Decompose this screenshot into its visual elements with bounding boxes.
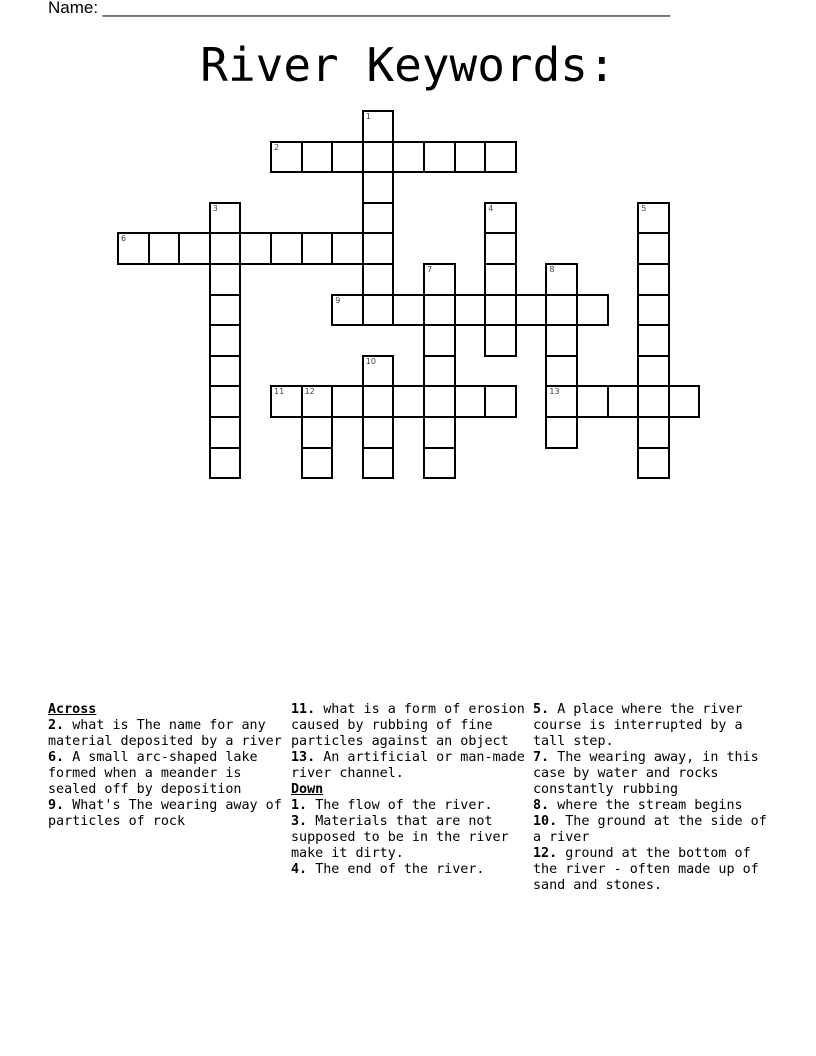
grid-cell[interactable]: [545, 416, 578, 449]
grid-cell[interactable]: [209, 324, 242, 357]
grid-cell[interactable]: [117, 232, 150, 265]
grid-cell[interactable]: [545, 355, 578, 388]
grid-cell[interactable]: [209, 263, 242, 296]
clues-column-2: [291, 702, 531, 878]
grid-cell[interactable]: [301, 385, 334, 418]
name-field-line[interactable]: Name: ____________________________________________________________: [48, 0, 671, 17]
clue-down-4: 4. The end of the river.: [291, 862, 485, 877]
grid-cell[interactable]: [209, 202, 242, 235]
grid-cell[interactable]: [239, 232, 272, 265]
grid-cell[interactable]: [270, 385, 303, 418]
clue-number-label: 4: [488, 203, 494, 213]
grid-cell[interactable]: [362, 202, 395, 235]
grid-cell[interactable]: [637, 447, 670, 480]
grid-cell[interactable]: [576, 385, 609, 418]
grid-cell[interactable]: [454, 385, 487, 418]
grid-cell[interactable]: [576, 294, 609, 327]
grid-cell[interactable]: [301, 232, 334, 265]
grid-cell[interactable]: [484, 202, 517, 235]
clues-column-3: [533, 702, 773, 894]
grid-cell[interactable]: [637, 294, 670, 327]
grid-cell[interactable]: [484, 294, 517, 327]
grid-cell[interactable]: [331, 294, 364, 327]
grid-cell[interactable]: [331, 141, 364, 174]
grid-cell[interactable]: [270, 141, 303, 174]
clue-down-10: 10. The ground at the side of a river: [533, 814, 767, 845]
grid-cell[interactable]: [362, 416, 395, 449]
grid-cell[interactable]: [545, 385, 578, 418]
grid-cell[interactable]: [637, 416, 670, 449]
down-heading: Down: [291, 782, 324, 797]
grid-cell[interactable]: [392, 294, 425, 327]
grid-cell[interactable]: [209, 232, 242, 265]
grid-cell[interactable]: [454, 294, 487, 327]
grid-cell[interactable]: [209, 385, 242, 418]
grid-cell[interactable]: [209, 416, 242, 449]
grid-cell[interactable]: [301, 416, 334, 449]
grid-cell[interactable]: [637, 355, 670, 388]
clue-across-11: 11. what is a form of erosion caused by rubbing of fine particles against an object: [291, 702, 525, 749]
clue-down-12: 12. ground at the bottom of the river - often made up of sand and stones.: [533, 846, 759, 893]
clue-number-label: 10: [365, 356, 376, 366]
grid-cell[interactable]: [423, 324, 456, 357]
crossword-grid: [0, 0, 816, 500]
clue-number-label: 9: [335, 295, 341, 305]
grid-cell[interactable]: [545, 263, 578, 296]
grid-cell[interactable]: [484, 141, 517, 174]
grid-cell[interactable]: [484, 324, 517, 357]
grid-cell[interactable]: [178, 232, 211, 265]
grid-cell[interactable]: [362, 110, 395, 143]
grid-cell[interactable]: [607, 385, 640, 418]
clue-down-8: 8. where the stream begins: [533, 798, 743, 813]
grid-cell[interactable]: [392, 141, 425, 174]
grid-cell[interactable]: [209, 447, 242, 480]
clue-number-label: 2: [274, 142, 280, 152]
clue-number-label: 7: [427, 265, 433, 274]
grid-cell[interactable]: [423, 355, 456, 388]
grid-cell[interactable]: [484, 385, 517, 418]
grid-cell[interactable]: [209, 355, 242, 388]
grid-cell[interactable]: [362, 294, 395, 327]
clue-across-6: 6. A small arc-shaped lake formed when a meander is sealed off by deposition: [48, 750, 258, 797]
grid-cell[interactable]: [362, 447, 395, 480]
grid-cell[interactable]: [423, 141, 456, 174]
clue-number-label: 1: [365, 112, 371, 121]
across-heading: Across: [48, 702, 97, 717]
grid-cell[interactable]: [423, 263, 456, 296]
grid-cell[interactable]: [362, 385, 395, 418]
grid-cell[interactable]: [637, 263, 670, 296]
grid-cell[interactable]: [423, 385, 456, 418]
grid-cell[interactable]: [423, 294, 456, 327]
grid-cell[interactable]: [637, 385, 670, 418]
clue-across-9: 9. What's The wearing away of particles of rock: [48, 798, 282, 829]
grid-cell[interactable]: [148, 232, 181, 265]
clues-column-1: [48, 702, 288, 830]
grid-cell[interactable]: [362, 355, 395, 388]
grid-cell[interactable]: [637, 202, 670, 235]
grid-cell[interactable]: [454, 141, 487, 174]
clue-number-label: 8: [549, 265, 555, 274]
grid-cell[interactable]: [301, 141, 334, 174]
grid-cell[interactable]: [545, 294, 578, 327]
grid-cell[interactable]: [545, 324, 578, 357]
grid-cell[interactable]: [637, 232, 670, 265]
grid-cell[interactable]: [362, 141, 395, 174]
clue-number-label: 3: [212, 203, 218, 213]
clue-number-label: 5: [641, 203, 647, 213]
grid-cell[interactable]: [362, 171, 395, 204]
clue-across-13: 13. An artificial or man-made river channel.: [291, 750, 525, 781]
puzzle-title: River Keywords:: [200, 38, 616, 92]
grid-cell[interactable]: [301, 447, 334, 480]
grid-cell[interactable]: [362, 263, 395, 296]
clue-down-1: 1. The flow of the river.: [291, 798, 493, 813]
clue-down-3: 3. Materials that are not supposed to be in the river make it dirty.: [291, 814, 509, 861]
grid-cell[interactable]: [515, 294, 548, 327]
grid-cell[interactable]: [423, 447, 456, 480]
grid-cell[interactable]: [484, 263, 517, 296]
grid-cell[interactable]: [392, 385, 425, 418]
grid-cell[interactable]: [362, 232, 395, 265]
grid-cell[interactable]: [423, 416, 456, 449]
grid-cell[interactable]: [270, 232, 303, 265]
clue-across-2: 2. what is The name for any material deposited by a river: [48, 718, 282, 749]
grid-cell[interactable]: [484, 232, 517, 265]
grid-cell[interactable]: [331, 385, 364, 418]
grid-cell[interactable]: [331, 232, 364, 265]
clue-number-label: 6: [121, 234, 127, 244]
clue-number-label: 11: [274, 387, 285, 397]
clue-down-7: 7. The wearing away, in this case by water and rocks constantly rubbing: [533, 750, 759, 797]
grid-cell[interactable]: [209, 294, 242, 327]
clue-number-label: 12: [304, 387, 315, 397]
clue-number-label: 13: [549, 387, 560, 397]
grid-cell[interactable]: [637, 324, 670, 357]
grid-cell[interactable]: [668, 385, 701, 418]
clue-down-5: 5. A place where the river course is interrupted by a tall step.: [533, 702, 743, 749]
